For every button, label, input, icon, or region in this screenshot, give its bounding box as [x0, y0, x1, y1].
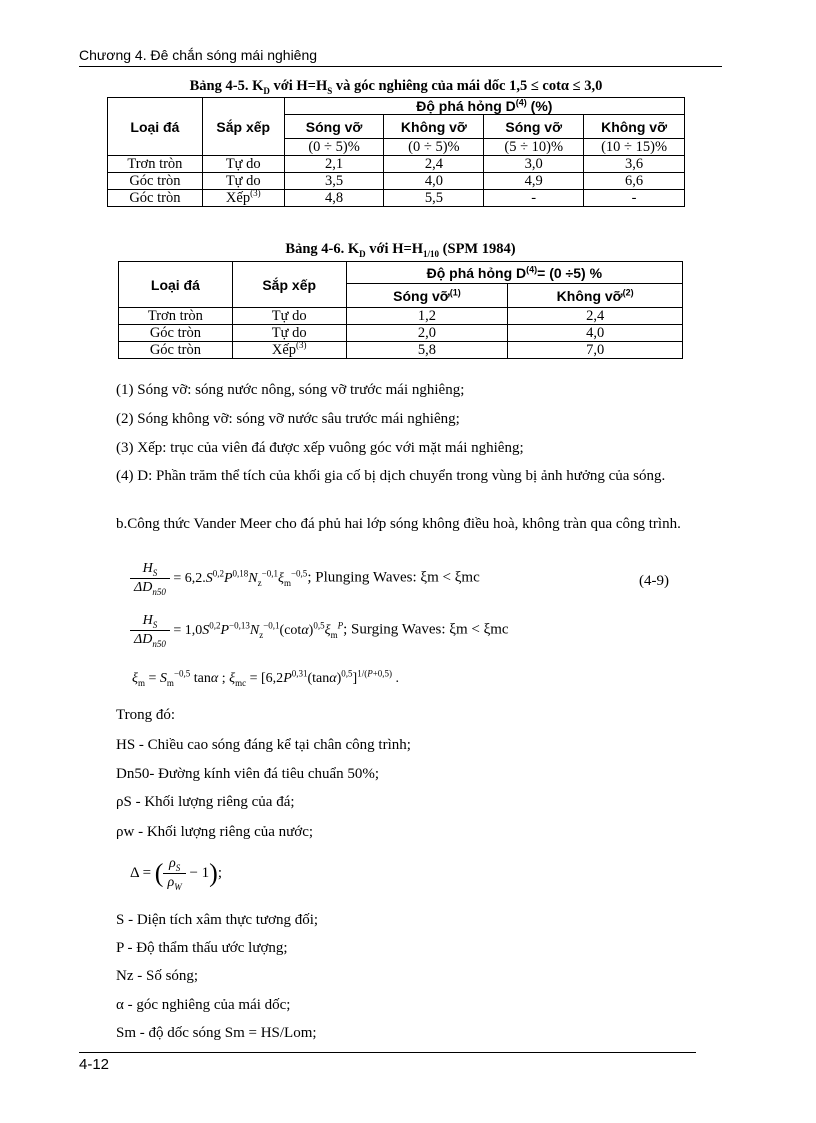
cell-arrangement: Tự do [232, 325, 346, 342]
cell-arrangement: Tự do [202, 156, 284, 173]
table-row [119, 342, 683, 359]
note-2: (2) Sóng không vỡ: sóng vỡ nước sâu trước mái nghiêng; [116, 411, 460, 427]
header-rock-type: Loại đá [108, 98, 203, 156]
table-row [119, 308, 683, 325]
cell-arrangement: Xếp$^{(3)}$ [232, 342, 346, 359]
cell-rock: Góc tròn [119, 342, 233, 359]
cell-value: 1,2 [346, 308, 508, 325]
table-row [108, 173, 685, 190]
equation-number: (4-9) [639, 573, 669, 589]
cell-value: 2,4 [384, 156, 484, 173]
table2-caption: Bảng 4-6. $K_D$ với $H=H_{1/10}$ (SPM 1984) [285, 241, 516, 259]
def-alpha: α - góc nghiêng của mái dốc; [116, 997, 291, 1013]
cell-value: 3,5 [284, 173, 384, 190]
cell-arrangement: Tự do [232, 308, 346, 325]
cell-value: 5,8 [346, 342, 508, 359]
header-arrangement: Sắp xếp [202, 98, 284, 156]
table-row [108, 190, 685, 207]
def-dn50: Dn50- Đường kính viên đá tiêu chuẩn 50%; [116, 766, 380, 782]
range-cell: (0 ÷ 5)% [284, 139, 384, 156]
subheader: Không vỡ$^{(2)}$ [508, 284, 683, 308]
cell-rock: Góc tròn [108, 190, 203, 207]
cell-value: 6,6 [584, 173, 685, 190]
range-cell: (10 ÷ 15)% [584, 139, 685, 156]
cell-value: - [584, 190, 685, 207]
cell-value: 5,5 [384, 190, 484, 207]
subheader: Sóng vỡ [484, 115, 584, 139]
table1-caption: Bảng 4-5. $K_D$ với $H=H_S$ và góc nghiêng của mái dốc 1,5 ≤ cotα ≤ 3,0 [189, 78, 603, 96]
def-hs: HS - Chiều cao sóng đáng kể tại chân công trình; [116, 737, 411, 753]
page-number: 4-12 [79, 1056, 110, 1073]
def-s: S - Diện tích xâm thực tương đối; [116, 912, 319, 928]
note-3: (3) Xếp: trục của viên đá được xếp vuông góc với mặt mái nghiêng; [116, 440, 524, 456]
def-rho-s: ρS - Khối lượng riêng của đá; [116, 794, 295, 810]
table-row [119, 325, 683, 342]
cell-value: 2,0 [346, 325, 508, 342]
subheader: Không vỡ [584, 115, 685, 139]
cell-value: 4,9 [484, 173, 584, 190]
subheader: Sóng vỡ [284, 115, 384, 139]
header-arrangement: Sắp xếp [232, 262, 346, 308]
cell-value: 2,1 [284, 156, 384, 173]
formula-4-9-plunging: $\frac{H_S}{\Delta D_{n50}}$ = $6,2.S^{0,2}P^{0,18}N_z^{-0,1}\xi_m^{-0,5}$; Plunging Waves: ξm < ξmc [130, 560, 480, 597]
note-1: (1) Sóng vỡ: sóng nước nông, sóng vỡ trước mái nghiêng; [116, 382, 465, 398]
header-rock-type: Loại đá [119, 262, 233, 308]
formula-xi: $\xi_m = S_m^{-0,5}$ tanα ; $\xi_{mc} = [6,2P^{0,31}(\tan\alpha)^{0,5}]^{1/(P+0,5)}$ . [132, 668, 400, 688]
header-damage: Độ phá hỏng $D^{(4)}$ (%) [284, 98, 684, 115]
cell-value: 4,0 [384, 173, 484, 190]
subheader: Sóng vỡ$^{(1)}$ [346, 284, 508, 308]
chapter-header: Chương 4. Đê chắn sóng mái nghiêng [79, 47, 318, 63]
formula-surging: $\frac{H_S}{\Delta D_{n50}}$ = $1,0S^{0,2}P^{-0,13}N_z^{-0,1}(\cot\alpha)^{0,5}\xi_m^P$; Surging Waves: ξm < ξmc [130, 612, 509, 649]
cell-value: 3,0 [484, 156, 584, 173]
footer-divider [79, 1052, 696, 1053]
table-4-5 [107, 97, 685, 207]
def-rho-w: ρw - Khối lượng riêng của nước; [116, 824, 314, 840]
def-p: P - Độ thẩm thấu ước lượng; [116, 940, 288, 956]
paragraph-b: b.Công thức Vander Meer cho đá phủ hai lớp sóng không điều hoà, không tràn qua công trình. [116, 516, 681, 532]
cell-value: - [484, 190, 584, 207]
formula-delta: Δ = ( $\frac{\rho_S}{\rho_W}$ − 1); [130, 856, 222, 892]
cell-value: 4,8 [284, 190, 384, 207]
cell-arrangement: Xếp$^{(3)}$ [202, 190, 284, 207]
cell-value: 2,4 [508, 308, 683, 325]
cell-rock: Góc tròn [119, 325, 233, 342]
cell-rock: Trơn tròn [119, 308, 233, 325]
table-4-6 [118, 261, 683, 359]
cell-value: 4,0 [508, 325, 683, 342]
def-nz: Nz - Số sóng; [116, 968, 199, 984]
def-sm: Sm - độ dốc sóng Sm = HS/Lom; [116, 1025, 317, 1041]
cell-value: 3,6 [584, 156, 685, 173]
subheader: Không vỡ [384, 115, 484, 139]
header-damage: Độ phá hỏng $D^{(4)}= (0 \div 5)$ % [346, 262, 682, 284]
range-cell: (5 ÷ 10)% [484, 139, 584, 156]
cell-rock: Trơn tròn [108, 156, 203, 173]
cell-value: 7,0 [508, 342, 683, 359]
cell-rock: Góc tròn [108, 173, 203, 190]
range-cell: (0 ÷ 5)% [384, 139, 484, 156]
header-divider [79, 66, 722, 67]
table-row [108, 156, 685, 173]
note-4: (4) D: Phần trăm thể tích của khối gia cố bị dịch chuyển trong vùng bị ảnh hưởng của sóng. [116, 468, 666, 484]
cell-arrangement: Tự do [202, 173, 284, 190]
trong-do-label: Trong đó: [116, 707, 176, 723]
